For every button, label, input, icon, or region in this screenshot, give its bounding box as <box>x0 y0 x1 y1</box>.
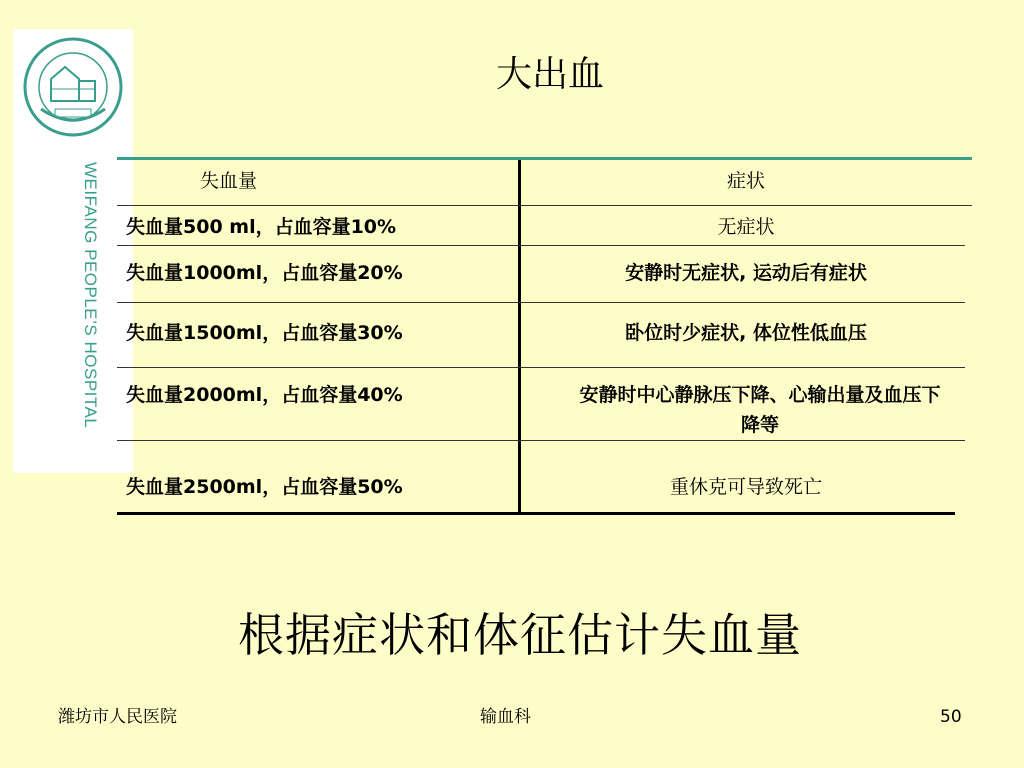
table-row-rule <box>117 440 965 441</box>
table-row-rule <box>117 367 965 368</box>
table-cell-loss: 失血量1500ml，占血容量30% <box>126 322 403 344</box>
table-top-rule <box>117 157 972 160</box>
table-cell-loss: 失血量2000ml，占血容量40% <box>126 384 403 406</box>
table-cell-symptom: 卧位时少症状, 体位性低血压 <box>625 322 867 344</box>
hospital-name-vertical: WEIFANG PEOPLE’S HOSPITAL <box>81 162 100 429</box>
table-cell-loss: 失血量500 ml，占血容量10% <box>126 216 397 238</box>
table-cell-symptom: 安静时中心静脉压下降、心输出量及血压下降等 <box>579 384 941 436</box>
table-header-loss: 失血量 <box>200 170 258 192</box>
table-bottom-rule <box>117 512 955 515</box>
table-row-rule <box>117 302 965 303</box>
footer-department: 输血科 <box>480 707 531 727</box>
page-number: 50 <box>940 707 962 727</box>
page-title: 大出血 <box>495 54 604 95</box>
footer-hospital-name: 潍坊市人民医院 <box>58 707 177 727</box>
table-cell-symptom: 重休克可导致死亡 <box>669 476 822 498</box>
table-cell-loss: 失血量2500ml，占血容量50% <box>126 476 403 498</box>
table-cell-symptom: 无症状 <box>717 216 775 238</box>
hospital-logo <box>13 29 133 473</box>
hospital-seal-icon <box>21 35 125 139</box>
table-cell-symptom: 安静时无症状, 运动后有症状 <box>625 262 867 284</box>
summary-heading: 根据症状和体征估计失血量 <box>238 608 802 662</box>
table-cell-loss: 失血量1000ml，占血容量20% <box>126 262 403 284</box>
table-row-rule <box>117 205 972 206</box>
table-header-symptom: 症状 <box>726 170 765 192</box>
table-row-rule <box>117 245 965 246</box>
